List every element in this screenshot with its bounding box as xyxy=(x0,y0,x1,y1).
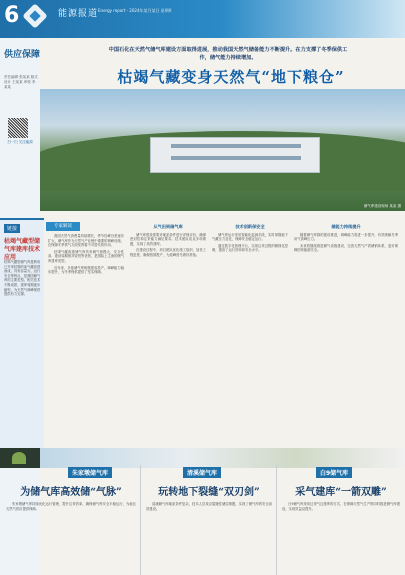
paragraph: 储气库建设需要对地质条件进行详细评价，确保密封性和注采能力满足要求。技术团队攻克多项难题，实现了高效建库。 xyxy=(130,232,206,246)
article-deck: 中国石化在天然气储气库建设方面取得进展，推动我国天然气储备能力不断提升。在力支撑了冬季保供工作，储气能力持续增加。 xyxy=(108,47,348,61)
paragraph: 在建设过程中，项目团队优化施工组织，加快工程进度，确保按期投产，为迎峰度冬做好准备。 xyxy=(130,248,206,257)
section-label-1: 朱家墩储气库 xyxy=(68,467,112,478)
sidebar-heading: 枯竭气藏型储气库建库技术应用 xyxy=(4,238,41,261)
article-headline: 枯竭气藏变身天然气“地下粮仓” xyxy=(117,68,345,86)
subheading: 储能力持续提升 xyxy=(331,224,361,229)
paragraph: 未来将继续推进储气设施建设，完善天然气产供储销体系，更好保障国家能源安全。 xyxy=(294,243,398,253)
section-headline-3: 采气建库“一箭双雕” xyxy=(295,487,387,498)
qr-code-icon[interactable] xyxy=(8,118,28,138)
pipeline-photo-strip xyxy=(40,448,405,468)
header-subtitle: Energy report · 2024年某月某日 星期X xyxy=(98,8,172,13)
article-column-3 xyxy=(212,222,288,255)
subheading: 从气田到储气库 xyxy=(153,224,183,229)
article-column-4 xyxy=(294,222,398,255)
section-headline-2: 玩转地下裂缝“双刃剑” xyxy=(158,487,260,498)
paragraph: 储气库运行采用智能化监测手段，实时掌握地下气藏压力变化，保障安全稳定运行。 xyxy=(212,232,288,242)
paragraph: 朱家墩储气库持续优化运行管理，提升注采效率，确保储气库安全平稳运行，为地区天然气供应提供保障。 xyxy=(6,502,136,511)
section-brand: 能源报道 xyxy=(58,9,99,19)
sidebar-box xyxy=(0,218,44,448)
article-column-1 xyxy=(48,234,124,277)
newspaper-logo-icon xyxy=(22,3,47,28)
sidebar-tag: 链接 xyxy=(4,224,20,233)
expert-badge: 专家解读 xyxy=(46,222,80,231)
column-divider xyxy=(140,465,141,575)
paragraph: 随着储气库群的建设推进，调峰能力将进一步提升，有效缓解冬季用气高峰压力。 xyxy=(294,232,398,242)
paragraph: 通过数字化管理平台，实现注采过程的精细化控制，提高了运行效率和安全水平。 xyxy=(212,243,288,253)
paragraph: 我国天然气消费量持续增长，季节性峰谷差逐年扩大，储气库作为天然气产业链中重要的调峰设施，在保障冬季供气方面发挥着不可替代的作用。 xyxy=(48,234,124,248)
section-label-2: 清溪储气库 xyxy=(183,467,221,478)
section-headline-1: 为储气库高效储“气脉” xyxy=(20,487,122,498)
subheading: 技术创新保安全 xyxy=(235,224,265,229)
rail-section-title: 供应保障 xyxy=(4,50,41,60)
lead-photo xyxy=(40,89,405,211)
paragraph: 清溪储气库地质条件复杂，技术人员攻克裂缝性储层难题，实现了储气库的安全高效建设。 xyxy=(146,502,272,511)
photo-gas-plant xyxy=(150,137,320,173)
page-header xyxy=(0,0,405,38)
article-column-2 xyxy=(130,222,206,260)
paragraph: 白9储气库采用边采气边建库的方式，在保障天然气生产的同时推进储气库建设，实现效益双提升。 xyxy=(282,502,400,511)
section-label-3: 白9储气库 xyxy=(316,467,352,478)
section-text-2 xyxy=(146,502,272,513)
section-text-1 xyxy=(6,502,136,513)
sidebar-text: 枯竭气藏型储气库是利用已开采枯竭的油气藏改建而成，具有容量大、运行安全等特点，是我国储气库的主要类型。相关技术不断成熟，建库周期逐步缩短，为天然气调峰保供提供有力支撑。 xyxy=(4,260,41,297)
paragraph: 枯竭气藏改建储气库具有储气规模大、安全性高、建设周期相对较短等优势，是国际上主流的储气库建库类型。 xyxy=(48,249,124,263)
page-number: 6 xyxy=(4,3,20,28)
column-divider xyxy=(276,465,277,575)
rail-editor-meta: 责任编辑 张某某 版式设计 王某某 审校 李某某 xyxy=(4,75,38,89)
paragraph: 近年来，多座储气库相继建成投产，调峰能力稳步提升，为冬季保供提供了坚实保障。 xyxy=(48,265,124,275)
qr-code-label: 扫一扫 关注能源 xyxy=(7,140,33,144)
bottom-left-photo xyxy=(0,448,44,468)
section-text-3 xyxy=(282,502,400,513)
photo-caption: 储气库建设现场 某某 摄 xyxy=(363,204,401,208)
